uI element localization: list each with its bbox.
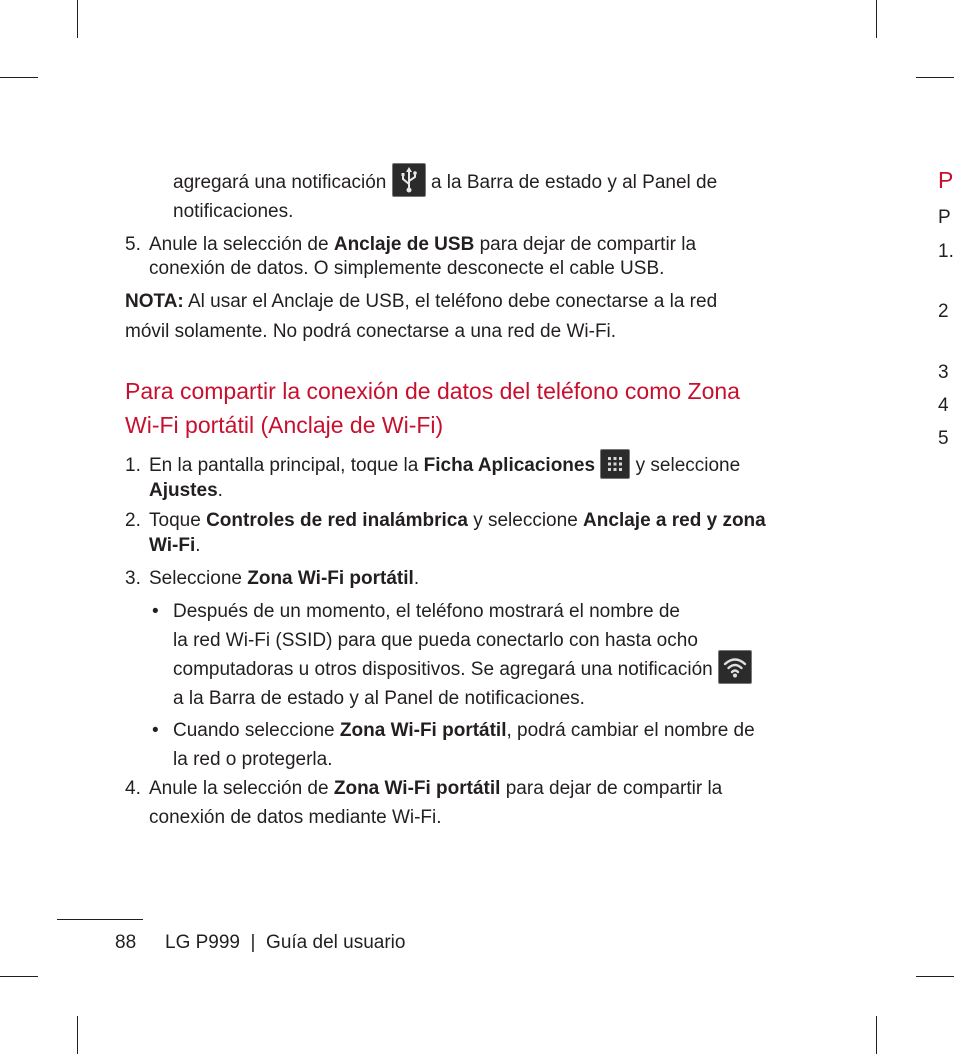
- bullet1-mark: •: [152, 601, 159, 622]
- apps-grid-icon: [600, 449, 630, 479]
- bullet1-line3: computadoras u otros dispositivos. Se agregará una notificación: [173, 655, 752, 684]
- right-edge-line1: P: [938, 207, 951, 228]
- note-line2: móvil solamente. No podrá conectarse a una red de Wi-Fi.: [125, 321, 617, 342]
- right-edge-n1: 1.: [938, 241, 954, 262]
- step1-line2: Ajustes.: [149, 480, 223, 501]
- step5-line1: Anule la selección de Anclaje de USB para dejar de compartir la: [149, 234, 697, 255]
- step5-number: 5.: [125, 234, 141, 255]
- step3-number: 3.: [125, 568, 141, 589]
- crop-mark-bottom-left-h: [0, 976, 38, 977]
- bullet2-line2: la red o protegerla.: [173, 749, 333, 770]
- crop-mark-top-right-v: [876, 0, 877, 38]
- step1-line1: En la pantalla principal, toque la Ficha Aplicaciones y seleccione: [149, 451, 740, 480]
- crop-mark-bottom-left-v: [77, 1016, 78, 1054]
- step2-line1: Toque Controles de red inalámbrica y seleccione Anclaje a red y zona: [149, 510, 766, 531]
- bullet2-mark: •: [152, 720, 159, 741]
- usb-notification-icon: [392, 163, 426, 197]
- section-heading-line2: Wi-Fi portátil (Anclaje de Wi-Fi): [125, 412, 444, 438]
- footer-text: LG P999 | Guía del usuario: [165, 932, 406, 953]
- step3-line1: Seleccione Zona Wi-Fi portátil.: [149, 568, 420, 589]
- right-edge-n2: 2: [938, 301, 949, 322]
- wifi-hotspot-icon: [718, 650, 752, 684]
- bullet2-line1: Cuando seleccione Zona Wi-Fi portátil, podrá cambiar el nombre de: [173, 720, 755, 741]
- top-text-line1: agregará una notificación a la Barra de estado y al Panel de: [173, 168, 717, 197]
- step4-line2: conexión de datos mediante Wi-Fi.: [149, 807, 442, 828]
- crop-mark-bottom-right-v: [876, 1016, 877, 1054]
- step2-line2: Wi-Fi.: [149, 535, 201, 556]
- bullet1-line2: la red Wi-Fi (SSID) para que pueda conectarlo con hasta ocho: [173, 630, 698, 651]
- footer-rule: [57, 919, 143, 920]
- crop-mark-top-left-h: [0, 77, 38, 78]
- note-label: NOTA:: [125, 291, 184, 312]
- crop-mark-top-right-h: [916, 77, 954, 78]
- crop-mark-bottom-right-h: [916, 976, 954, 977]
- crop-mark-top-left-v: [77, 0, 78, 38]
- page-number: 88: [115, 932, 137, 953]
- right-edge-heading: P: [938, 167, 954, 193]
- bullet1-line4: a la Barra de estado y al Panel de notificaciones.: [173, 688, 585, 709]
- step4-line1: Anule la selección de Zona Wi-Fi portátil para dejar de compartir la: [149, 778, 723, 799]
- bullet1-line1: Después de un momento, el teléfono mostrará el nombre de: [173, 601, 680, 622]
- right-edge-n5: 5: [938, 428, 949, 449]
- right-edge-n3: 3: [938, 362, 949, 383]
- top-text-line2: notificaciones.: [173, 201, 294, 222]
- step4-number: 4.: [125, 778, 141, 799]
- step2-number: 2.: [125, 510, 141, 531]
- step5-line2: conexión de datos. O simplemente desconecte el cable USB.: [149, 258, 665, 279]
- section-heading-line1: Para compartir la conexión de datos del teléfono como Zona: [125, 378, 740, 404]
- right-edge-n4: 4: [938, 395, 949, 416]
- step1-number: 1.: [125, 455, 141, 476]
- note-line1: NOTA: Al usar el Anclaje de USB, el teléfono debe conectarse a la red: [125, 291, 718, 312]
